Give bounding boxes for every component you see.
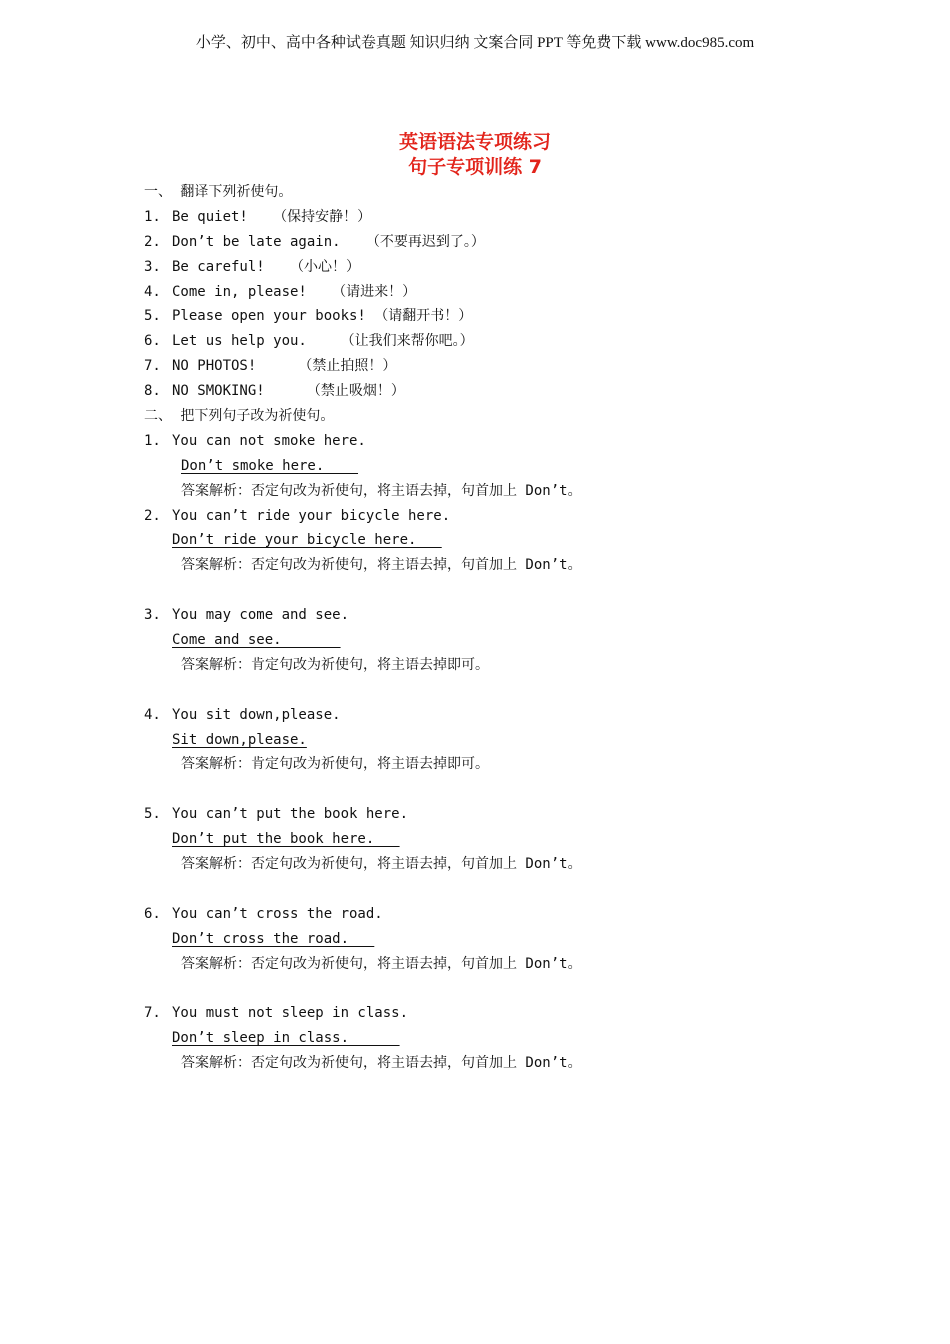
translation-item [144,280,844,305]
spacer [144,678,844,703]
translation-item [144,379,844,404]
rewrite-item [144,603,844,703]
item-number: 1. [144,432,161,449]
answer-line [144,1026,844,1051]
translation-item [144,255,844,280]
explanation-line: 答案解析：肯定句改为祈使句，将主语去掉即可。 [181,656,489,673]
answer-text: Sit down,please. [172,731,307,748]
translation-item [144,329,844,354]
spacer [144,777,844,802]
question-text: You can’t ride your bicycle here. [172,507,451,524]
question-text: You can not smoke here. [172,432,366,449]
question-text: You can’t put the book here. [172,806,409,823]
item-number: 7. [144,358,161,375]
translation-item [144,354,844,379]
item-number: 2. [144,507,161,524]
item-text: Be careful! （小心！） [172,258,361,275]
item-number: 1. [144,208,161,225]
item-number: 6. [144,905,161,922]
question-line [144,802,844,827]
item-number: 4. [144,283,161,300]
page-subtitle: 句子专项训练 7 [408,156,542,178]
rewrite-item [144,1001,844,1076]
section1-heading: 一、 翻译下列祈使句。 [144,184,293,200]
item-number: 4. [144,706,161,723]
item-text: Be quiet! （保持安静！） [172,208,372,225]
rewrite-item [144,504,844,604]
question-text: You sit down,please. [172,706,341,723]
explanation-line: 答案解析：否定句改为祈使句，将主语去掉，句首加上 Don’t。 [181,955,582,972]
explanation-line: 答案解析：否定句改为祈使句，将主语去掉，句首加上 Don’t。 [181,557,582,574]
answer-line [144,927,844,952]
question-line [144,703,844,728]
item-number: 3. [144,258,161,275]
question-line [144,429,844,454]
section1-list [144,205,844,404]
question-line [144,504,844,529]
answer-line [144,827,844,852]
item-text: Please open your books! （请翻开书！） [172,308,473,325]
item-text: NO SMOKING! （禁止吸烟！） [172,383,405,400]
question-text: You may come and see. [172,607,350,624]
rewrite-item [144,429,844,504]
question-line [144,902,844,927]
site-header: 小学、初中、高中各种试卷真题 知识归纳 文案合同 PPT 等免费下载 www.doc985.com [195,35,755,51]
rewrite-item [144,703,844,803]
rewrite-item [144,902,844,1002]
page-title: 英语语法专项练习 [398,131,551,153]
answer-line [144,528,844,553]
question-text: You can’t cross the road. [172,905,383,922]
item-number: 8. [144,383,161,400]
section2-heading: 二、 把下列句子改为祈使句。 [144,408,335,425]
translation-item [144,230,844,255]
item-text: Let us help you. （让我们来帮你吧。） [172,333,474,350]
question-text: You must not sleep in class. [172,1005,409,1022]
answer-line [144,728,844,753]
document-body [144,180,844,1076]
item-number: 5. [144,308,161,325]
item-number: 5. [144,806,161,823]
section2-list [144,429,844,1076]
spacer [144,877,844,902]
item-number: 2. [144,233,161,250]
explanation-line: 答案解析：否定句改为祈使句，将主语去掉，句首加上 Don’t。 [181,1055,582,1072]
answer-text: Don’t put the book here. [172,831,400,848]
item-number: 3. [144,607,161,624]
translation-item [144,304,844,329]
answer-line [144,454,844,479]
explanation-line: 答案解析：否定句改为祈使句，将主语去掉，句首加上 Don’t。 [181,482,582,499]
item-text: Don’t be late again. （不要再迟到了。） [172,233,485,250]
answer-text: Don’t cross the road. [172,930,375,947]
answer-text: Don’t ride your bicycle here. [172,532,442,549]
answer-text: Come and see. [172,632,341,649]
translation-item [144,205,844,230]
spacer [144,578,844,603]
explanation-line: 答案解析：否定句改为祈使句，将主语去掉，句首加上 Don’t。 [181,856,582,873]
question-line [144,603,844,628]
item-number: 7. [144,1005,161,1022]
answer-line [144,628,844,653]
item-number: 6. [144,333,161,350]
rewrite-item [144,802,844,902]
item-text: Come in, please! （请进来！） [172,283,417,300]
answer-text: Don’t sleep in class. [172,1030,400,1047]
explanation-line: 答案解析：肯定句改为祈使句，将主语去掉即可。 [181,756,489,773]
answer-text: Don’t smoke here. [181,457,359,474]
item-text: NO PHOTOS! （禁止拍照！） [172,358,397,375]
spacer [144,977,844,1002]
question-line [144,1001,844,1026]
